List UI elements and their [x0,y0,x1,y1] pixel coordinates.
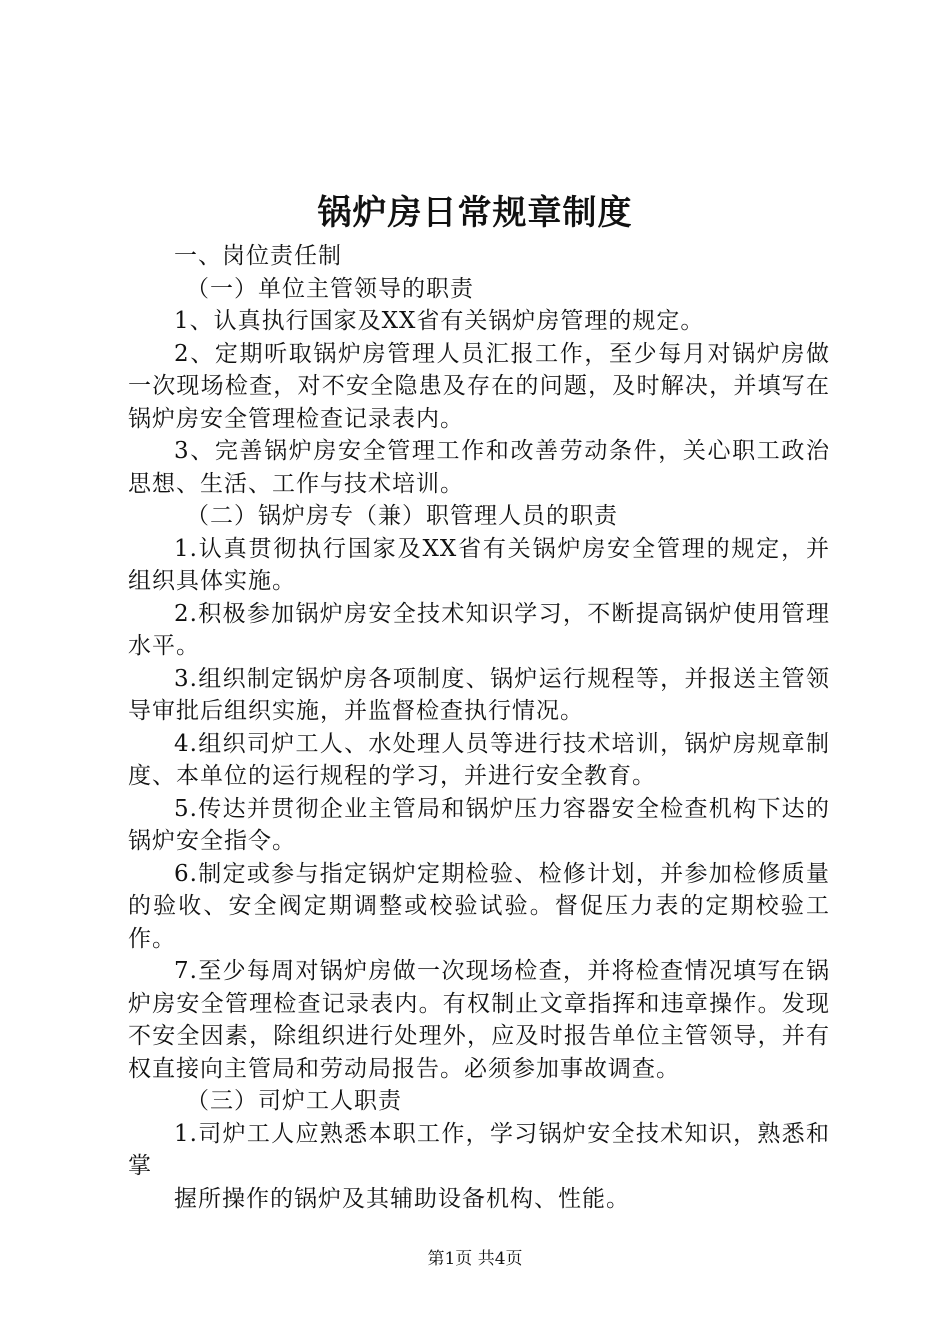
paragraph: 4.组织司炉工人、水处理人员等进行技术培训，锅炉房规章制度、本单位的运行规程的学习，并进行安全教育。 [128,730,830,789]
paragraph: 1.司炉工人应熟悉本职工作，学习锅炉安全技术知识，熟悉和掌 [128,1120,830,1179]
paragraph: 7.至少每周对锅炉房做一次现场检查，并将检查情况填写在锅炉房安全管理检查记录表内。有权制止文章指挥和违章操作。发现不安全因素，除组织进行处理外，应及时报告单位主管领导，并有权直接向主管局和劳动局报告。必须参加事故调查。 [128,958,830,1082]
subsection-heading: （三）司炉工人职责 [186,1088,402,1114]
paragraph: 1.认真贯彻执行国家及XX省有关锅炉房安全管理的规定，并组织具体实施。 [128,535,830,594]
section-heading: 一、岗位责任制 [174,243,342,269]
paragraph: 6.制定或参与指定锅炉定期检验、检修计划，并参加检修质量的验收、安全阀定期调整或校验试验。督促压力表的定期校验工作。 [128,860,830,952]
document-title: 锅炉房日常规章制度 [317,193,633,233]
paragraph: 1、认真执行国家及XX省有关锅炉房管理的规定。 [174,308,705,334]
document-body [128,240,830,1215]
paragraph: 2.积极参加锅炉房安全技术知识学习，不断提高锅炉使用管理水平。 [128,600,830,659]
subsection-heading: （二）锅炉房专（兼）职管理人员的职责 [186,503,618,529]
paragraph: 2、定期听取锅炉房管理人员汇报工作，至少每月对锅炉房做一次现场检查，对不安全隐患及存在的问题，及时解决，并填写在锅炉房安全管理检查记录表内。 [128,340,830,432]
paragraph: 3、完善锅炉房安全管理工作和改善劳动条件，关心职工政治思想、生活、工作与技术培训。 [128,438,830,497]
paragraph: 握所操作的锅炉及其辅助设备机构、性能。 [174,1185,630,1212]
subsection-heading: （一）单位主管领导的职责 [186,275,474,302]
paragraph: 3.组织制定锅炉房各项制度、锅炉运行规程等，并报送主管领导审批后组织实施，并监督检查执行情况。 [128,665,830,724]
page-footer: 第1页 共4页 [427,1249,523,1269]
paragraph: 5.传达并贯彻企业主管局和锅炉压力容器安全检查机构下达的锅炉安全指令。 [128,795,830,854]
